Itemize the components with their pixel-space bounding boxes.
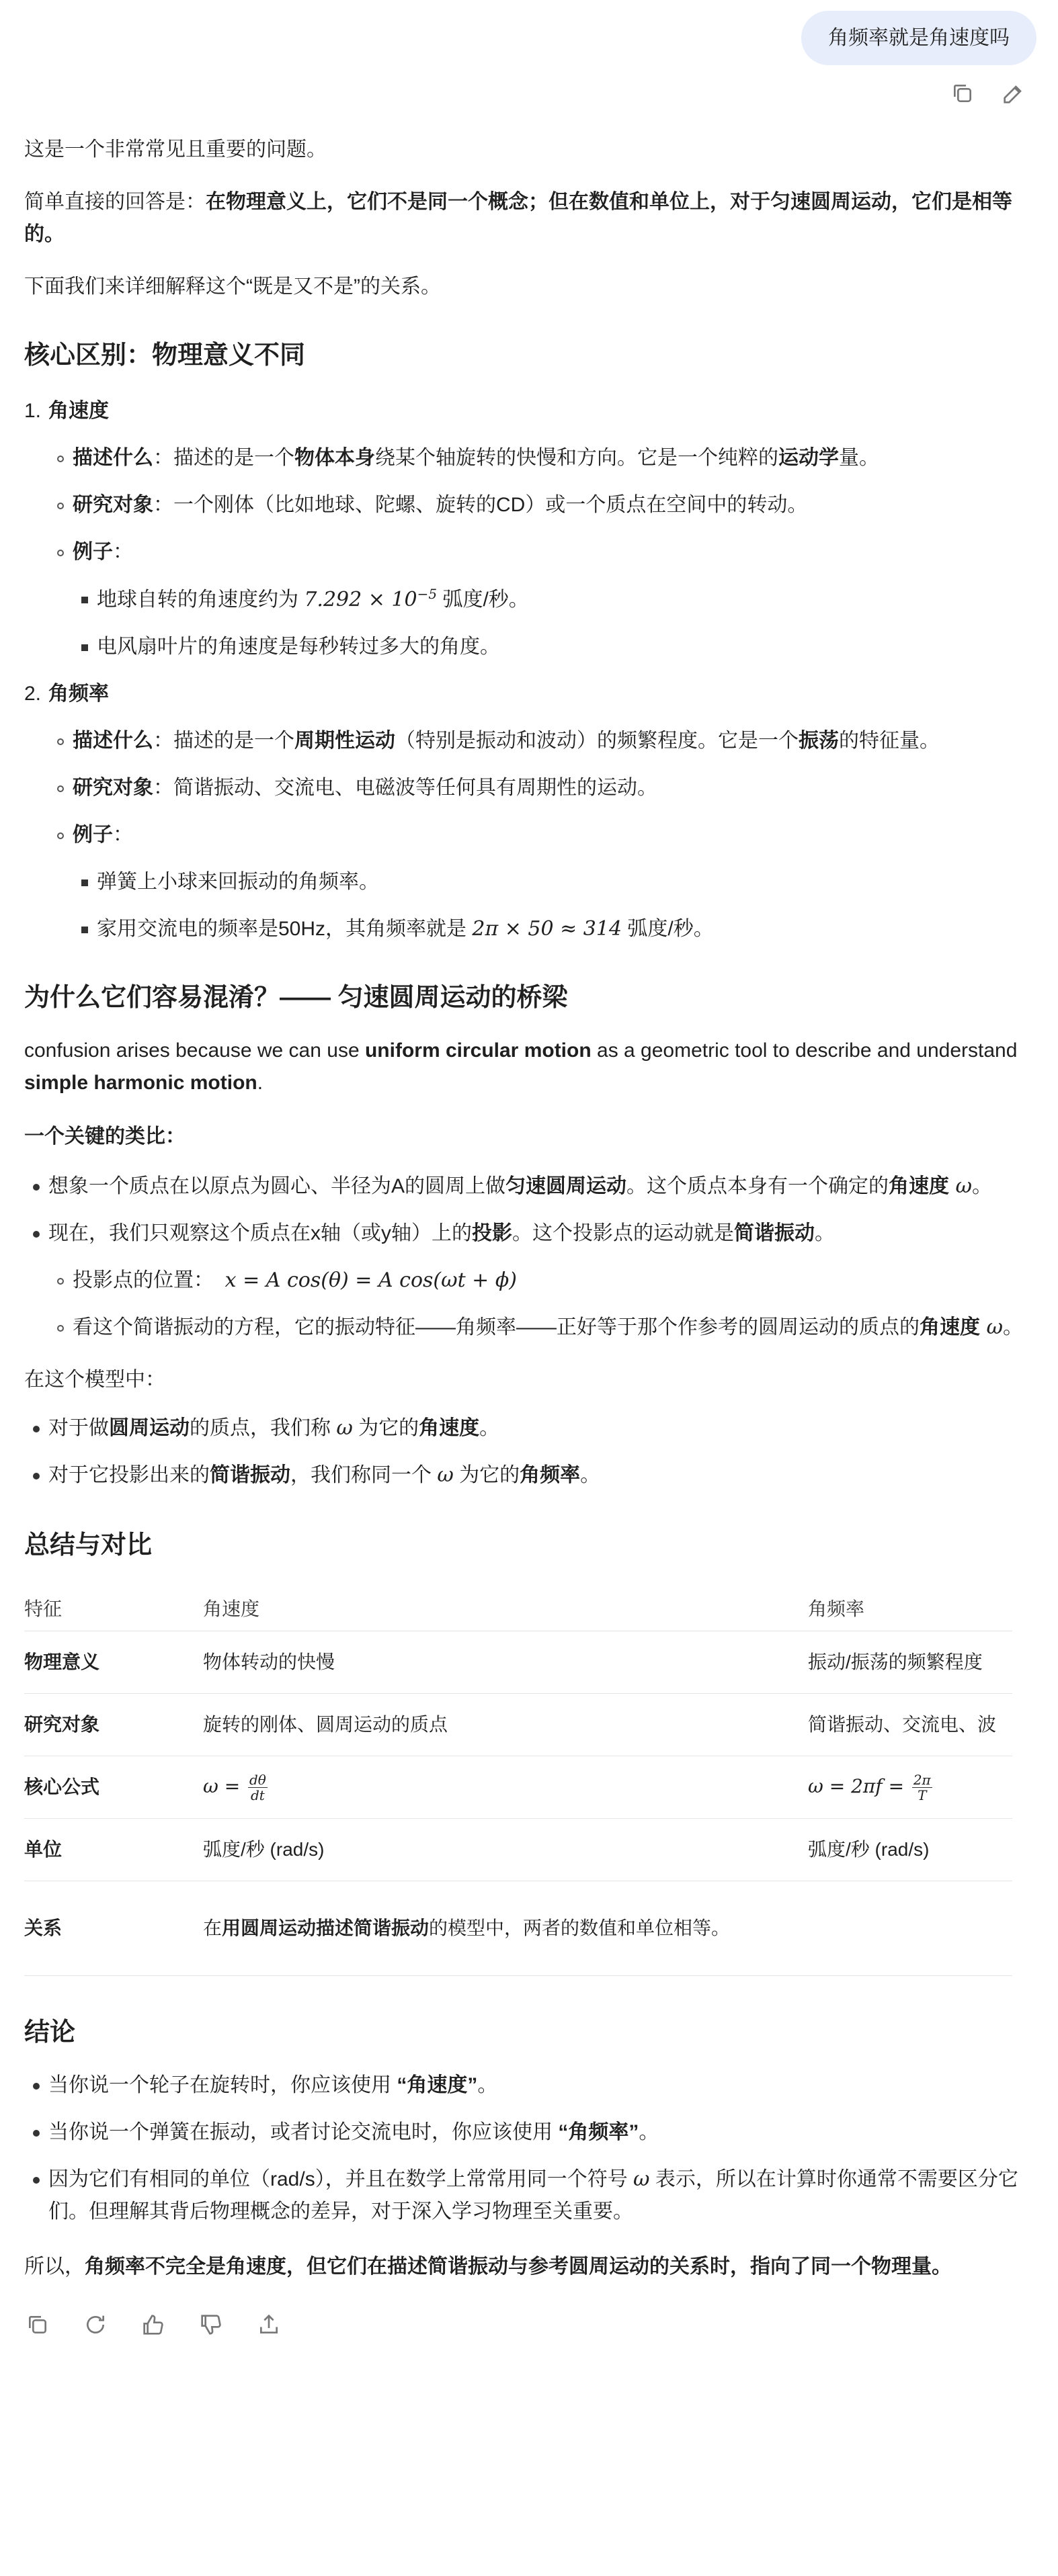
fraction: $\frac{d\theta}{dt}$ [249, 1772, 266, 1804]
bullet-icon [33, 2177, 40, 2184]
bullet-icon [81, 597, 88, 603]
list-item: 例子： [48, 819, 1036, 851]
list-item: 电风扇叶片的角速度是每秒转过多大的角度。 [73, 631, 1036, 663]
comparison-table [24, 1588, 1012, 1976]
table-row: 研究对象 旋转的刚体、圆周运动的质点 简谐振动、交流电、波 [24, 1694, 1012, 1756]
fraction: $\frac{2\pi}{T}$ [913, 1772, 931, 1804]
list-item: 例子： [48, 536, 1036, 568]
list-item-angular-frequency: 2. 角频率 [24, 683, 109, 705]
formula-angular-velocity: ω = $\frac{d\theta}{dt}$ [203, 1756, 808, 1819]
list-item: 对于做圆周运动的质点，我们称 ω 为它的角速度。 [24, 1412, 1036, 1445]
section-heading-core: 核心区别：物理意义不同 [24, 341, 306, 370]
sub-heading-analogy: 一个关键的类比： [24, 1125, 186, 1148]
intro-p2: 简单直接的回答是：在物理意义上，它们不是同一个概念；但在数值和单位上，对于匀速圆周运动，它们是相等的。 [24, 191, 1012, 245]
bullet-icon [33, 1184, 40, 1191]
list-item: 当你说一个弹簧在振动，或者讨论交流电时，你应该使用 “角频率”。 [24, 2116, 1036, 2149]
edit-icon[interactable] [1000, 80, 1027, 107]
assistant-answer [24, 134, 1036, 2338]
table-row: 关系 在用圆周运动描述简谐振动的模型中，两者的数值和单位相等。 [24, 1881, 1012, 1976]
copy-icon[interactable] [949, 80, 976, 107]
table-row: 单位 弧度/秒 (rad/s) 弧度/秒 (rad/s) [24, 1819, 1012, 1881]
bullet-icon [57, 1325, 64, 1332]
bullet-icon [33, 1473, 40, 1479]
bullet-icon [81, 927, 88, 933]
user-message-actions [24, 80, 1027, 107]
list-item: 想象一个质点在以原点为圆心、半径为A的圆周上做匀速圆周运动。这个质点本身有一个确定的角速度 ω。 [24, 1170, 1036, 1203]
intro-p1: 这是一个非常常见且重要的问题。 [24, 138, 327, 161]
assistant-actions [24, 2311, 1036, 2338]
list-item: 当你说一个轮子在旋转时，你应该使用 “角速度”。 [24, 2069, 1036, 2102]
table-row: 核心公式 ω = $\frac{d\theta}{dt}$ ω = 2πf = $\frac{2\pi}{T}$ [24, 1756, 1012, 1819]
list-item: 地球自转的角速度约为 $7.292 \times 10^{-5}$ 弧度/秒。 [73, 583, 1036, 616]
user-message-bubble: 角频率就是角速度吗 [801, 11, 1036, 65]
list-item: 对于它投影出来的简谐振动，我们称同一个 ω 为它的角频率。 [24, 1459, 1036, 1492]
formula-angular-frequency: ω = 2πf = $\frac{2\pi}{T}$ [808, 1756, 1012, 1819]
bullet-icon [57, 1278, 64, 1285]
model-intro: 在这个模型中： [24, 1369, 165, 1391]
english-paragraph: confusion arises because we can use uniform circular motion as a geometric tool to describe and understand simple harmonic motion. [24, 1039, 1018, 1094]
bullet-icon [81, 879, 88, 886]
bullet-icon [33, 2083, 40, 2090]
bullet-icon [57, 456, 64, 462]
share-icon[interactable] [255, 2311, 282, 2338]
list-item: 家用交流电的频率是50Hz，其角频率就是 2π × 50 ≈ 314 弧度/秒。 [73, 913, 1036, 945]
bullet-icon [57, 832, 64, 839]
list-item: 描述什么：描述的是一个周期性运动（特别是振动和波动）的频繁程度。它是一个振荡的特征量。 [48, 725, 1036, 757]
list-item: 研究对象：简谐振动、交流电、电磁波等任何具有周期性的运动。 [48, 772, 1036, 804]
list-item: 现在，我们只观察这个质点在x轴（或y轴）上的投影。这个投影点的运动就是简谐振动。 [24, 1217, 1036, 1250]
bullet-icon [57, 785, 64, 792]
table-header-row: 特征 角速度 角频率 [24, 1588, 1012, 1631]
regenerate-icon[interactable] [82, 2311, 109, 2338]
copy-icon[interactable] [24, 2311, 51, 2338]
user-message-row [24, 11, 1036, 65]
list-item-angular-velocity: 1. 角速度 [24, 400, 109, 422]
bullet-icon [57, 503, 64, 509]
final-statement: 所以，角频率不完全是角速度，但它们在描述简谐振动与参考圆周运动的关系时，指向了同一个物理量。 [24, 2256, 952, 2278]
thumbs-up-icon[interactable] [140, 2311, 167, 2338]
chat-thread [24, 0, 1036, 2338]
bullet-icon [33, 1426, 40, 1432]
bullet-icon [33, 1231, 40, 1238]
thumbs-down-icon[interactable] [198, 2311, 225, 2338]
section-heading-summary: 总结与对比 [24, 1531, 153, 1559]
section-heading-conclusion: 结论 [24, 2018, 76, 2047]
bullet-icon [57, 550, 64, 556]
intro-p3: 下面我们来详细解释这个“既是又不是”的关系。 [24, 275, 441, 298]
list-item: 研究对象：一个刚体（比如地球、陀螺、旋转的CD）或一个质点在空间中的转动。 [48, 489, 1036, 521]
list-item: 弹簧上小球来回振动的角频率。 [73, 866, 1036, 898]
section-heading-confusion: 为什么它们容易混淆？—— 匀速圆周运动的桥梁 [24, 984, 568, 1012]
bullet-icon [33, 2130, 40, 2137]
list-item: 描述什么：描述的是一个物体本身绕某个轴旋转的快慢和方向。它是一个纯粹的运动学量。 [48, 442, 1036, 474]
bullet-icon [57, 738, 64, 745]
list-item: 看这个简谐振动的方程，它的振动特征——角频率——正好等于那个作参考的圆周运动的质点的角速度 ω。 [48, 1312, 1036, 1344]
bullet-icon [81, 644, 88, 651]
table-row: 物理意义 物体转动的快慢 振动/振荡的频繁程度 [24, 1631, 1012, 1694]
list-item: 投影点的位置： x = A cos(θ) = A cos(ωt + ϕ) [48, 1264, 1036, 1297]
list-item: 因为它们有相同的单位（rad/s），并且在数学上常常用同一个符号 ω 表示，所以在计算时你通常不需要区分它们。但理解其背后物理概念的差异，对于深入学习物理至关重要。 [24, 2163, 1036, 2228]
